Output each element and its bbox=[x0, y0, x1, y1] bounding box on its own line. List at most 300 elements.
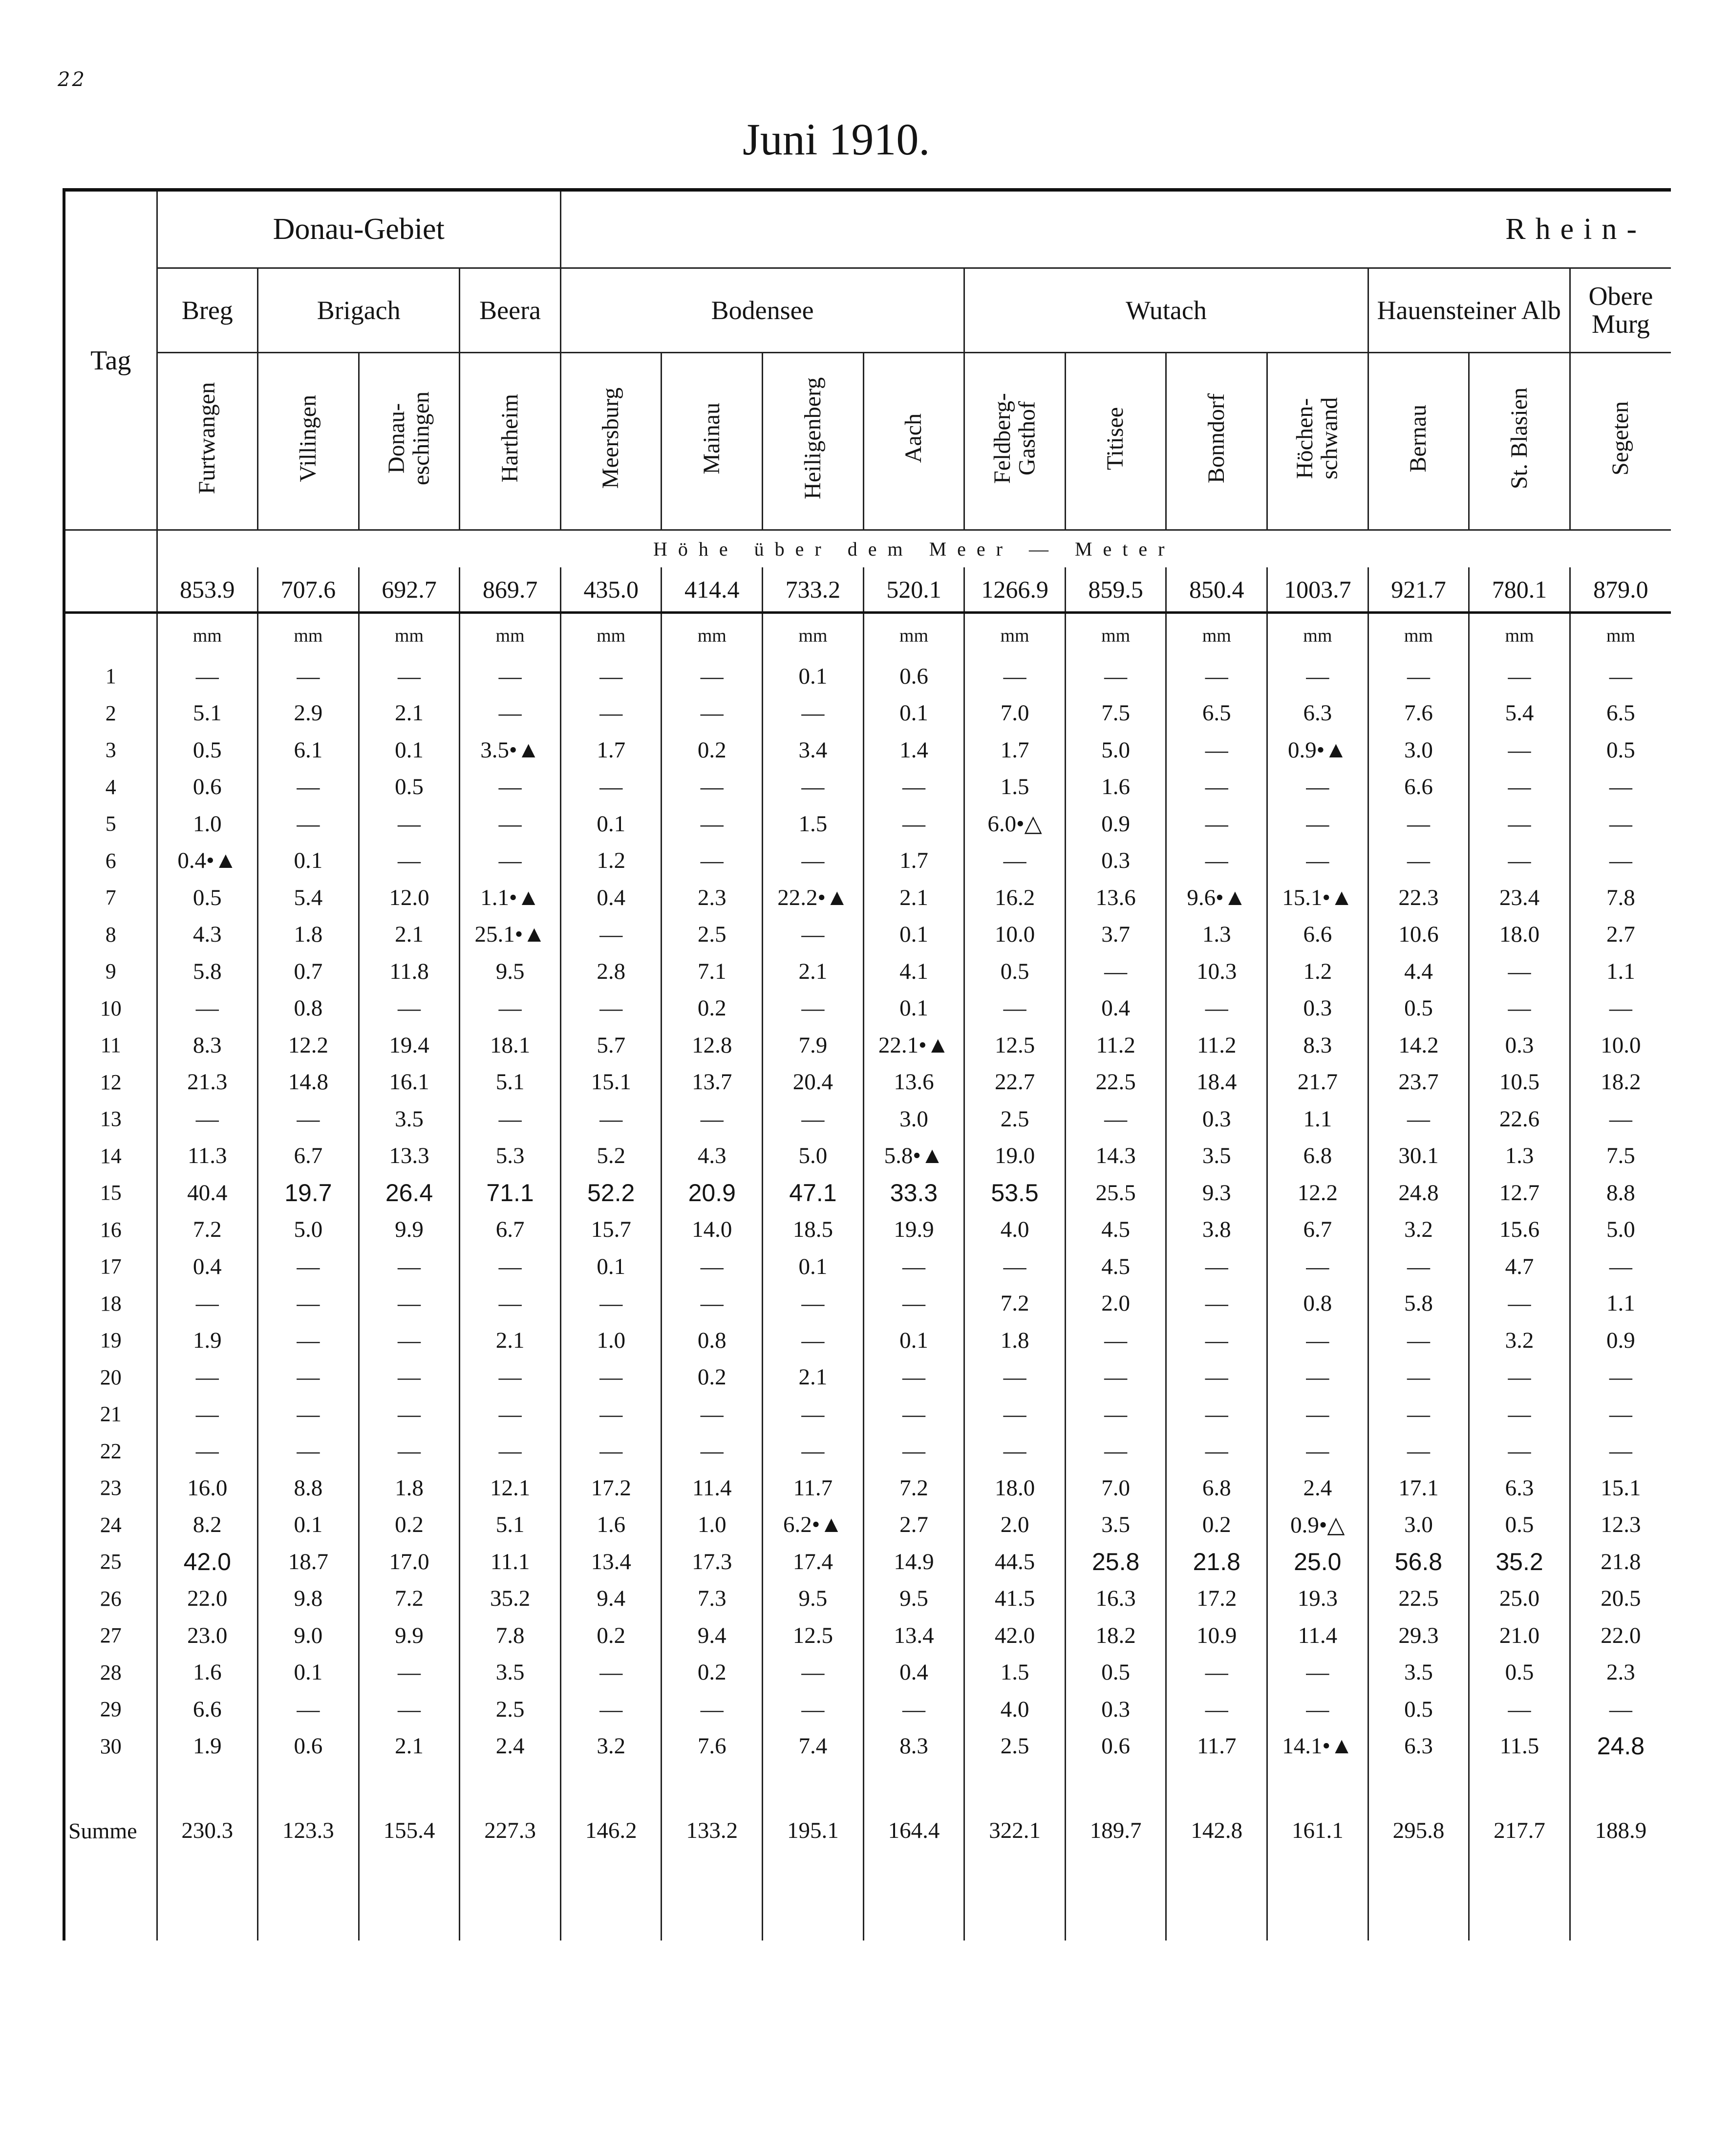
precip-value: 6.7 bbox=[1267, 1211, 1368, 1249]
precip-value: 7.0 bbox=[1065, 1469, 1166, 1507]
precip-value: 0.1 bbox=[258, 842, 359, 880]
precip-value: 1.0 bbox=[157, 805, 258, 842]
precip-value: 5.3 bbox=[460, 1138, 561, 1175]
precip-value: 1.2 bbox=[1267, 953, 1368, 990]
precip-value: 6.3 bbox=[1368, 1728, 1469, 1765]
precip-value: 1.7 bbox=[560, 732, 662, 769]
day-number: 10 bbox=[64, 990, 157, 1027]
precip-value: — bbox=[1368, 1322, 1469, 1359]
day-column-header: Tag bbox=[64, 190, 157, 530]
precip-value: 8.8 bbox=[1570, 1174, 1671, 1211]
river-header: Beera bbox=[460, 268, 561, 353]
precip-value: 25.5 bbox=[1065, 1174, 1166, 1211]
precip-value: 7.6 bbox=[662, 1728, 763, 1765]
precip-value: 11.2 bbox=[1166, 1027, 1267, 1064]
precip-value: 10.6 bbox=[1368, 916, 1469, 953]
precip-value: 35.2 bbox=[1469, 1543, 1570, 1580]
table-row bbox=[64, 1211, 1671, 1249]
precip-value: 25.1•▲ bbox=[460, 916, 561, 953]
precip-value: 0.9•▲ bbox=[1267, 732, 1368, 769]
unit-label: mm bbox=[460, 613, 561, 658]
station-header bbox=[560, 353, 662, 530]
precip-value: 2.5 bbox=[964, 1728, 1066, 1765]
sum-value: 227.3 bbox=[460, 1765, 561, 1897]
precip-value: — bbox=[460, 805, 561, 842]
table-row bbox=[64, 1507, 1671, 1544]
day-number: 23 bbox=[64, 1469, 157, 1507]
precip-value: — bbox=[460, 1433, 561, 1470]
precip-value: 1.7 bbox=[863, 842, 964, 880]
precip-value: — bbox=[1267, 1396, 1368, 1433]
precip-value: — bbox=[1570, 842, 1671, 880]
station-height: 879.0 bbox=[1570, 567, 1671, 613]
precip-value: 35.2 bbox=[460, 1580, 561, 1617]
precip-value: 18.5 bbox=[763, 1211, 864, 1249]
precip-value: 2.4 bbox=[460, 1728, 561, 1765]
station-header bbox=[359, 353, 460, 530]
precip-value: — bbox=[258, 805, 359, 842]
precip-value: 11.5 bbox=[1469, 1728, 1570, 1765]
precip-value: 1.6 bbox=[560, 1507, 662, 1544]
precip-value: 1.6 bbox=[1065, 769, 1166, 806]
precip-value: 20.4 bbox=[763, 1064, 864, 1101]
precip-value: 9.5 bbox=[460, 953, 561, 990]
sum-value: 133.2 bbox=[662, 1765, 763, 1897]
precip-value: 1.9 bbox=[157, 1728, 258, 1765]
day-number: 6 bbox=[64, 842, 157, 880]
table-row bbox=[64, 1174, 1671, 1211]
precip-value: 10.0 bbox=[1570, 1027, 1671, 1064]
precip-value: — bbox=[359, 1359, 460, 1396]
precip-value: — bbox=[1267, 1433, 1368, 1470]
precip-value: 0.6 bbox=[157, 769, 258, 806]
precip-value: 4.3 bbox=[157, 916, 258, 953]
day-number: 11 bbox=[64, 1027, 157, 1064]
sum-value: 189.7 bbox=[1065, 1765, 1166, 1897]
precip-value: — bbox=[460, 1285, 561, 1322]
precip-value: 6.0•△ bbox=[964, 805, 1066, 842]
day-number: 27 bbox=[64, 1617, 157, 1654]
sum-row bbox=[64, 1765, 1671, 1897]
river-header: Breg bbox=[157, 268, 258, 353]
precip-value: 21.0 bbox=[1469, 1617, 1570, 1654]
precip-value: 2.5 bbox=[460, 1691, 561, 1728]
precip-value: 4.5 bbox=[1065, 1248, 1166, 1285]
day-number: 15 bbox=[64, 1174, 157, 1211]
table-row bbox=[64, 1285, 1671, 1322]
precip-value: 0.7 bbox=[258, 953, 359, 990]
precip-value: 14.0 bbox=[662, 1211, 763, 1249]
precip-value: — bbox=[157, 1359, 258, 1396]
station-height: 780.1 bbox=[1469, 567, 1570, 613]
unit-label: mm bbox=[157, 613, 258, 658]
unit-label: mm bbox=[662, 613, 763, 658]
precip-value: 24.8 bbox=[1570, 1728, 1671, 1765]
precip-value: 22.5 bbox=[1368, 1580, 1469, 1617]
precip-value: 20.9 bbox=[662, 1174, 763, 1211]
station-name: Furtwangen bbox=[194, 382, 220, 495]
precip-value: — bbox=[460, 1100, 561, 1138]
precip-value: 17.1 bbox=[1368, 1469, 1469, 1507]
precip-value: 0.1 bbox=[863, 1322, 964, 1359]
precip-value: 1.8 bbox=[964, 1322, 1066, 1359]
table-row bbox=[64, 842, 1671, 880]
precip-value: — bbox=[1570, 805, 1671, 842]
precip-value: 7.1 bbox=[662, 953, 763, 990]
precip-value: — bbox=[1469, 805, 1570, 842]
station-name: Villingen bbox=[295, 394, 321, 482]
day-number: 3 bbox=[64, 732, 157, 769]
precip-value: 0.5 bbox=[359, 769, 460, 806]
precip-value: 21.8 bbox=[1166, 1543, 1267, 1580]
precip-value: 6.7 bbox=[258, 1138, 359, 1175]
precip-value: 3.2 bbox=[1368, 1211, 1469, 1249]
precip-value: 23.7 bbox=[1368, 1064, 1469, 1101]
precip-value: — bbox=[1166, 1433, 1267, 1470]
precip-value: — bbox=[1267, 1691, 1368, 1728]
sum-value: 164.4 bbox=[863, 1765, 964, 1897]
precip-value: — bbox=[1166, 658, 1267, 695]
precip-value: 21.8 bbox=[1570, 1543, 1671, 1580]
station-header bbox=[863, 353, 964, 530]
precip-value: 0.5 bbox=[157, 732, 258, 769]
precip-value: 15.1•▲ bbox=[1267, 879, 1368, 916]
precip-value: 13.4 bbox=[863, 1617, 964, 1654]
sum-value: 230.3 bbox=[157, 1765, 258, 1897]
precip-value: 11.7 bbox=[763, 1469, 864, 1507]
precip-value: 0.6 bbox=[1065, 1728, 1166, 1765]
table-row bbox=[64, 1100, 1671, 1138]
table-row bbox=[64, 1543, 1671, 1580]
precip-value: — bbox=[1368, 1359, 1469, 1396]
precip-value: 17.4 bbox=[763, 1543, 864, 1580]
station-name: Titisee bbox=[1102, 407, 1129, 470]
precip-value: 6.5 bbox=[1166, 695, 1267, 732]
precip-value: 12.5 bbox=[763, 1617, 864, 1654]
precip-value: 0.2 bbox=[662, 732, 763, 769]
precip-value: 1.8 bbox=[359, 1469, 460, 1507]
station-name: Mainau bbox=[699, 402, 725, 474]
precip-value: — bbox=[560, 1285, 662, 1322]
precip-value: 7.8 bbox=[460, 1617, 561, 1654]
page-title: Juni 1910. bbox=[743, 114, 930, 164]
precip-value: — bbox=[863, 805, 964, 842]
precip-value: 7.2 bbox=[359, 1580, 460, 1617]
precip-value: 22.7 bbox=[964, 1064, 1066, 1101]
precip-value: 0.9 bbox=[1065, 805, 1166, 842]
precip-value: 0.3 bbox=[1065, 842, 1166, 880]
precip-value: 0.6 bbox=[258, 1728, 359, 1765]
precip-value: 2.0 bbox=[964, 1507, 1066, 1544]
precip-value: — bbox=[662, 1285, 763, 1322]
precip-value: 7.0 bbox=[964, 695, 1066, 732]
station-height: 853.9 bbox=[157, 567, 258, 613]
precip-value: 17.2 bbox=[560, 1469, 662, 1507]
precip-value: 21.3 bbox=[157, 1064, 258, 1101]
precip-value: — bbox=[1570, 658, 1671, 695]
precip-value: — bbox=[157, 658, 258, 695]
precip-value: 17.2 bbox=[1166, 1580, 1267, 1617]
precip-value: 10.0 bbox=[964, 916, 1066, 953]
precip-value: 1.4 bbox=[863, 732, 964, 769]
precip-value: — bbox=[1166, 990, 1267, 1027]
precip-value: 3.7 bbox=[1065, 916, 1166, 953]
precip-value: — bbox=[1267, 1654, 1368, 1691]
sum-value: 217.7 bbox=[1469, 1765, 1570, 1897]
precip-value: 0.9•△ bbox=[1267, 1507, 1368, 1544]
precip-value: — bbox=[560, 1359, 662, 1396]
precip-value: 11.4 bbox=[1267, 1617, 1368, 1654]
precip-value: — bbox=[1570, 1359, 1671, 1396]
precip-value: 0.3 bbox=[1267, 990, 1368, 1027]
precip-value: — bbox=[359, 1691, 460, 1728]
unit-label: mm bbox=[359, 613, 460, 658]
precip-value: 5.0 bbox=[1570, 1211, 1671, 1249]
precip-value: 2.5 bbox=[662, 916, 763, 953]
station-name: Bonndorf bbox=[1203, 393, 1230, 483]
station-height: 859.5 bbox=[1065, 567, 1166, 613]
precip-value: 6.1 bbox=[258, 732, 359, 769]
precip-value: 16.1 bbox=[359, 1064, 460, 1101]
day-number: 9 bbox=[64, 953, 157, 990]
station-height: 1003.7 bbox=[1267, 567, 1368, 613]
day-number: 22 bbox=[64, 1433, 157, 1470]
precip-value: 0.5 bbox=[1368, 990, 1469, 1027]
unit-row bbox=[64, 613, 1671, 658]
precip-value: — bbox=[1267, 805, 1368, 842]
precip-value: 9.4 bbox=[662, 1617, 763, 1654]
precip-value: — bbox=[359, 1248, 460, 1285]
precip-value: 18.4 bbox=[1166, 1064, 1267, 1101]
precip-value: 17.0 bbox=[359, 1543, 460, 1580]
precip-value: 22.6 bbox=[1469, 1100, 1570, 1138]
region-rhein: Rhein- bbox=[560, 190, 1671, 268]
region-header-row bbox=[64, 190, 1671, 268]
precip-value: 0.1 bbox=[560, 805, 662, 842]
precip-value: 5.8 bbox=[157, 953, 258, 990]
precip-value: 0.1 bbox=[359, 732, 460, 769]
precip-value: — bbox=[763, 1433, 864, 1470]
station-name: Bernau bbox=[1405, 404, 1431, 473]
precip-value: 2.1 bbox=[359, 695, 460, 732]
day-number: 13 bbox=[64, 1100, 157, 1138]
precip-value: — bbox=[1570, 990, 1671, 1027]
height-caption-row bbox=[64, 530, 1671, 568]
precip-value: 0.9 bbox=[1570, 1322, 1671, 1359]
table-row bbox=[64, 695, 1671, 732]
table-row bbox=[64, 1027, 1671, 1064]
precip-value: 0.5 bbox=[1570, 732, 1671, 769]
precip-value: 53.5 bbox=[964, 1174, 1066, 1211]
precip-value: — bbox=[662, 1433, 763, 1470]
precip-value: 0.2 bbox=[359, 1507, 460, 1544]
unit-label: mm bbox=[1166, 613, 1267, 658]
day-number: 16 bbox=[64, 1211, 157, 1249]
precip-value: — bbox=[964, 1396, 1066, 1433]
precip-value: 4.3 bbox=[662, 1138, 763, 1175]
precip-value: 42.0 bbox=[964, 1617, 1066, 1654]
precip-value: 16.0 bbox=[157, 1469, 258, 1507]
precip-value: — bbox=[1469, 1691, 1570, 1728]
precip-value: 4.1 bbox=[863, 953, 964, 990]
precip-value: — bbox=[359, 1322, 460, 1359]
unit-label: mm bbox=[964, 613, 1066, 658]
precip-value: 8.3 bbox=[1267, 1027, 1368, 1064]
station-header bbox=[258, 353, 359, 530]
precip-value: — bbox=[560, 769, 662, 806]
precip-value: 9.0 bbox=[258, 1617, 359, 1654]
precip-value: 18.0 bbox=[964, 1469, 1066, 1507]
river-header: Wutach bbox=[964, 268, 1368, 353]
precip-value: — bbox=[560, 1100, 662, 1138]
precip-value: 1.8 bbox=[258, 916, 359, 953]
day-number: 19 bbox=[64, 1322, 157, 1359]
precip-value: — bbox=[157, 1100, 258, 1138]
precip-value: — bbox=[157, 1396, 258, 1433]
day-number: 21 bbox=[64, 1396, 157, 1433]
precip-value: — bbox=[964, 1359, 1066, 1396]
precip-value: 14.2 bbox=[1368, 1027, 1469, 1064]
precip-value: — bbox=[1570, 1100, 1671, 1138]
precip-value: — bbox=[1368, 1396, 1469, 1433]
day-number: 17 bbox=[64, 1248, 157, 1285]
precip-value: 5.0 bbox=[258, 1211, 359, 1249]
precip-value: — bbox=[964, 1248, 1066, 1285]
precip-value: — bbox=[157, 990, 258, 1027]
station-header bbox=[1570, 353, 1671, 530]
precip-value: 5.7 bbox=[560, 1027, 662, 1064]
precip-value: 10.9 bbox=[1166, 1617, 1267, 1654]
precip-value: 2.5 bbox=[964, 1100, 1066, 1138]
precip-value: 0.3 bbox=[1065, 1691, 1166, 1728]
precip-value: 1.1 bbox=[1570, 953, 1671, 990]
precip-value: 13.4 bbox=[560, 1543, 662, 1580]
precip-value: 4.5 bbox=[1065, 1211, 1166, 1249]
precip-value: — bbox=[1469, 732, 1570, 769]
station-header bbox=[1267, 353, 1368, 530]
precip-value: — bbox=[662, 1691, 763, 1728]
day-number: 18 bbox=[64, 1285, 157, 1322]
precip-value: 12.0 bbox=[359, 879, 460, 916]
precip-value: — bbox=[1570, 1691, 1671, 1728]
sum-value: 123.3 bbox=[258, 1765, 359, 1897]
river-header: Brigach bbox=[258, 268, 460, 353]
precip-value: 8.2 bbox=[157, 1507, 258, 1544]
precip-value: 0.5 bbox=[964, 953, 1066, 990]
precip-value: 6.6 bbox=[1267, 916, 1368, 953]
precip-value: 6.8 bbox=[1166, 1469, 1267, 1507]
precip-value: — bbox=[1166, 1359, 1267, 1396]
table-row bbox=[64, 769, 1671, 806]
day-number: 30 bbox=[64, 1728, 157, 1765]
precip-value: 1.3 bbox=[1166, 916, 1267, 953]
precip-value: — bbox=[1065, 1100, 1166, 1138]
precip-value: 2.1 bbox=[863, 879, 964, 916]
precip-value: — bbox=[1166, 732, 1267, 769]
precip-value: 5.4 bbox=[258, 879, 359, 916]
unit-label: mm bbox=[1570, 613, 1671, 658]
precip-value: 6.6 bbox=[157, 1691, 258, 1728]
precip-value: 2.1 bbox=[359, 916, 460, 953]
precip-value: — bbox=[1166, 1248, 1267, 1285]
precip-value: — bbox=[1267, 1248, 1368, 1285]
precip-value: — bbox=[662, 769, 763, 806]
precip-value: — bbox=[763, 1691, 864, 1728]
precip-value: 10.3 bbox=[1166, 953, 1267, 990]
station-height: 921.7 bbox=[1368, 567, 1469, 613]
precip-value: 0.4 bbox=[1065, 990, 1166, 1027]
table-end-row bbox=[64, 1897, 1671, 1940]
precip-value: 12.8 bbox=[662, 1027, 763, 1064]
river-header-row bbox=[64, 268, 1671, 353]
precip-value: 17.3 bbox=[662, 1543, 763, 1580]
table-row bbox=[64, 1580, 1671, 1617]
precip-value: 16.2 bbox=[964, 879, 1066, 916]
precip-value: — bbox=[863, 1285, 964, 1322]
precip-value: — bbox=[763, 842, 864, 880]
precip-value: — bbox=[258, 1691, 359, 1728]
precip-value: — bbox=[662, 805, 763, 842]
table-row bbox=[64, 805, 1671, 842]
precip-value: — bbox=[1469, 769, 1570, 806]
precip-value: — bbox=[560, 658, 662, 695]
precip-value: — bbox=[1368, 805, 1469, 842]
day-number: 12 bbox=[64, 1064, 157, 1101]
precip-value: 7.2 bbox=[964, 1285, 1066, 1322]
unit-label: mm bbox=[560, 613, 662, 658]
precip-value: — bbox=[460, 842, 561, 880]
precip-value: 14.9 bbox=[863, 1543, 964, 1580]
precip-value: — bbox=[560, 695, 662, 732]
river-header: Obere Murg bbox=[1570, 268, 1671, 353]
precip-value: 2.8 bbox=[560, 953, 662, 990]
precip-value: 5.4 bbox=[1469, 695, 1570, 732]
day-number: 26 bbox=[64, 1580, 157, 1617]
station-height: 850.4 bbox=[1166, 567, 1267, 613]
table-row bbox=[64, 916, 1671, 953]
precip-value: 0.8 bbox=[1267, 1285, 1368, 1322]
precip-value: 2.1 bbox=[460, 1322, 561, 1359]
precip-value: — bbox=[359, 658, 460, 695]
precip-value: 2.7 bbox=[1570, 916, 1671, 953]
station-name: Donau-eschingen bbox=[384, 391, 434, 485]
precip-value: — bbox=[1368, 658, 1469, 695]
unit-label: mm bbox=[763, 613, 864, 658]
precip-value: 0.2 bbox=[662, 1359, 763, 1396]
precip-value: — bbox=[1469, 1359, 1570, 1396]
precip-value: 2.7 bbox=[863, 1507, 964, 1544]
precip-value: — bbox=[1166, 1396, 1267, 1433]
precip-value: 1.9 bbox=[157, 1322, 258, 1359]
precip-value: 21.7 bbox=[1267, 1064, 1368, 1101]
precip-value: 6.5 bbox=[1570, 695, 1671, 732]
precip-value: 30.1 bbox=[1368, 1138, 1469, 1175]
precip-value: 6.3 bbox=[1469, 1469, 1570, 1507]
precip-value: 7.4 bbox=[763, 1728, 864, 1765]
precip-value: — bbox=[359, 1285, 460, 1322]
precip-value: 44.5 bbox=[964, 1543, 1066, 1580]
sum-value: 188.9 bbox=[1570, 1765, 1671, 1897]
precip-value: 1.3 bbox=[1469, 1138, 1570, 1175]
station-header bbox=[1368, 353, 1469, 530]
precip-value: 1.5 bbox=[964, 1654, 1066, 1691]
precip-value: 3.5 bbox=[359, 1100, 460, 1138]
precip-value: — bbox=[460, 990, 561, 1027]
precip-value: 0.1 bbox=[258, 1507, 359, 1544]
precip-value: — bbox=[1065, 1359, 1166, 1396]
precip-value: — bbox=[359, 990, 460, 1027]
precip-value: 12.2 bbox=[258, 1027, 359, 1064]
